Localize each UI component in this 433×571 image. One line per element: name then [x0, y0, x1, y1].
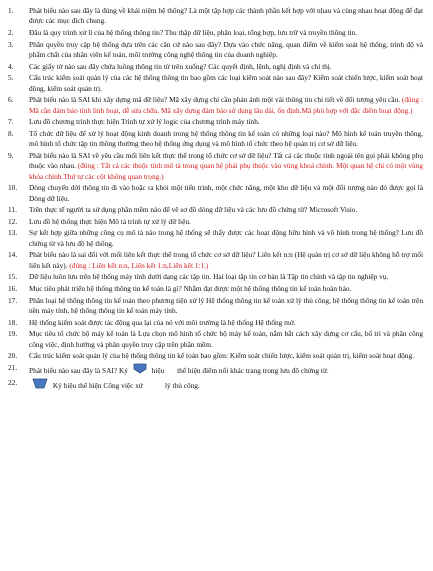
list-item [8, 205, 423, 215]
question-text: Cấu trúc kiểm soát quản lý của hệ thống thông tin kế toán bao gồm: Kiểm soát chiến lược, kiểm soát quản trị, kiểm soát hoạt động. [29, 351, 414, 361]
question-text: thể hiện điểm nối khác trang trong lưu đồ chứng từ. [177, 365, 329, 375]
question-text: Phân quyền truy cập hệ thống dựa trên các căn cứ nào sau đây? Dựa vào chức năng, quan điểm về kiểm soát hệ thống, trình độ và phẩm chất của nhân viên kế toán, môi trường công nghệ thông tin của doanh nghiệp. [29, 39, 423, 59]
question-text: Phân loại hệ thống thông tin kế toán theo phương tiện xử lý Hệ thống thông tin kế toán xử lý thủ công, hệ thống thông tin kế toán trên nền máy tính, hệ thống thông tin kế toán máy tính. [29, 295, 423, 315]
question-number: 19. [8, 329, 18, 339]
question-number: 21. [8, 362, 18, 372]
question-number: 5. [8, 73, 14, 83]
list-item [8, 351, 423, 361]
answer-note: (đúng : Mã cần đảm bảo tính linh hoạt, dễ sửa chữa. Mã xây dựng đảm bảo sử dụng lâu dài, ổn định.Mã phù hợp với đặc điểm hoạt động.) [29, 95, 423, 115]
question-text: Phát biểu nào là SAI khi xây dựng mã dữ liệu? Mã xây dựng chi cần phản ánh một vài thông tin chi tiết về đối tượng yêu cầu. [29, 95, 401, 105]
question-number: 13. [8, 228, 18, 238]
question-text: Sự kết hợp giữa những công cụ mô tả nào trong hệ thống sẽ thấy được các hoạt động hữu hình và vô hình trong hệ thống? Lưu đồ chứng từ và lưu đồ hệ thống. [29, 228, 423, 248]
question-number: 8. [8, 128, 14, 138]
question-text: Đâu là quy trình xử lí của hệ thống thông tin? Thu thập dữ liệu, phân loại, tổng hợp, lưu trữ và truyền thông tin. [29, 28, 358, 37]
question-number: 11. [8, 205, 17, 215]
question-number: 15. [8, 272, 18, 282]
question-text: Lưu đồ chương trình thực hiện Trình tự xử lý logic của chương trình máy tính. [29, 117, 260, 127]
question-text: lý thủ công. [164, 381, 200, 391]
question-text: Mục tiêu phát triển hệ thống thông tin kế toán là gì? Nhằm đạt được một hệ thống thông tin kế toán hoàn hảo. [29, 283, 352, 293]
question-text: Phát biểu nào sau đây là SAI? Ký [29, 365, 128, 375]
question-text: Lưu đồ hệ thống thực hiện Mô tả trình tự xử lý dữ liệu. [29, 216, 191, 226]
list-item [8, 363, 423, 377]
question-text: Tổ chức dữ liệu để xử lý hoạt động kinh doanh trong hệ thống thông tin kế toán có những loại nào? Mô hình kế toán truyền thống, mô hình tổ chức tập tin thông thường theo hệ thống ứng dụng và mô hình tổ chức theo hệ quản trị cơ sở dữ liệu. [29, 128, 423, 149]
question-number: 18. [8, 317, 18, 327]
question-text: Phát biểu nào là sai đối với mối liên kết thực thể trong tổ chức cơ sở dữ liệu? Liên kết n:n (Hệ quản trị cơ sở dữ liệu không hỗ trợ mối liên kết này). [29, 250, 423, 270]
list-item [8, 250, 423, 271]
offpage-connector-icon [133, 363, 147, 377]
question-list [8, 6, 423, 393]
list-item [8, 378, 423, 392]
question-number: 2. [8, 28, 14, 37]
question-number: 22. [8, 378, 18, 388]
question-number: 12. [8, 216, 18, 226]
answer-note: (đúng : Tất cả các thuộc tính mô tả trong quan hệ phải phụ thuộc vào vùng khoá chính. Một quan hệ chỉ có một vùng khóa chính.Thứ tự các cột không quan trọng.) [29, 161, 424, 181]
question-number: 6. [8, 95, 14, 105]
question-text: Mục tiêu tổ chức bộ máy kế toán là Lựa chọn mô hình tổ chức bộ máy kế toán, nắm bắt cách xây dựng cơ cấu, bố trí và phân công công việc, định hướng và phân quyền truy cập trên phần mềm. [29, 329, 423, 349]
list-item [8, 183, 423, 204]
question-number: 20. [8, 351, 18, 361]
question-number: 16. [8, 283, 18, 293]
question-text: Cấu trúc kiểm soát quản lý của các hệ thống thông tin bao gồm các loại kiểm soát nào sau đây? Kiểm soát chiến lược, kiểm soát hoạt động, kiểm soát quản trị. [29, 73, 423, 93]
question-text: hiệu [151, 365, 165, 375]
question-text: Dòng chuyển dời thông tin đi vào hoặc ra khỏi một tiến trình, một chức năng, một kho dữ liệu và một đối tượng nào đó được gọi là Dòng dữ liệu. [29, 183, 423, 203]
list-item [8, 117, 423, 127]
list-item [8, 329, 423, 350]
question-text: Trên thực tế người ta sử dụng phần mềm nào để vẽ sơ đồ dòng dữ liệu và các lưu đồ chứng từ? Microsoft Visio. [29, 205, 358, 215]
list-item [8, 73, 423, 94]
question-text: Ký hiệu thể hiện Công việc xử [52, 381, 143, 391]
question-number: 7. [8, 117, 14, 127]
manual-operation-icon [32, 378, 48, 392]
list-item [8, 129, 423, 150]
list-item [8, 40, 423, 61]
question-number: 17. [8, 295, 18, 305]
list-item [8, 284, 423, 294]
list-item [8, 95, 423, 116]
list-item [8, 6, 423, 27]
question-text: Phát biểu nào sau đây là đúng về khái niệm hệ thống? Là một tập hợp các thành phần kết hợp với nhau và cùng nhau hoạt động để đạt được các mục đích chung. [29, 6, 423, 26]
question-number: 9. [8, 150, 14, 160]
question-number: 3. [8, 39, 14, 49]
question-number: 14. [8, 250, 18, 260]
list-item [8, 296, 423, 317]
list-item [8, 28, 423, 38]
question-number: 4. [8, 61, 14, 71]
list-item [8, 228, 423, 249]
question-text: Các giấy tờ nào sau đây chứa luồng thông tin từ trên xuống? Các quyết định, lệnh, nghị định và chỉ thị. [29, 61, 332, 71]
question-number: 1. [8, 6, 14, 15]
answer-note: (đúng : Liên kết n:n, Liên kết 1:n,Liên kết 1:1.) [69, 260, 209, 270]
question-text: Phát biểu nào là SAI về yêu cầu mối liên kết thực thể trong tổ chức cơ sở dữ liệu? Tất cả các thuộc tính ngoài tên gọi phải không phụ thuộc vào nhau. [29, 150, 423, 171]
question-text: Dữ liệu luôn lưu trên hệ thống máy tính dưới dạng các tập tin. Hai loại tập tin cơ bản là Tập tin chính và tập tin nghiệp vụ. [29, 272, 389, 282]
list-item [8, 217, 423, 227]
question-number: 10. [8, 183, 18, 193]
list-item [8, 272, 423, 282]
question-text: Hệ thống kiểm soát được tác động qua lại của nó với môi trường là hệ thống Hệ thống mở. [29, 317, 296, 327]
list-item [8, 62, 423, 72]
list-item [8, 151, 423, 182]
list-item [8, 318, 423, 328]
